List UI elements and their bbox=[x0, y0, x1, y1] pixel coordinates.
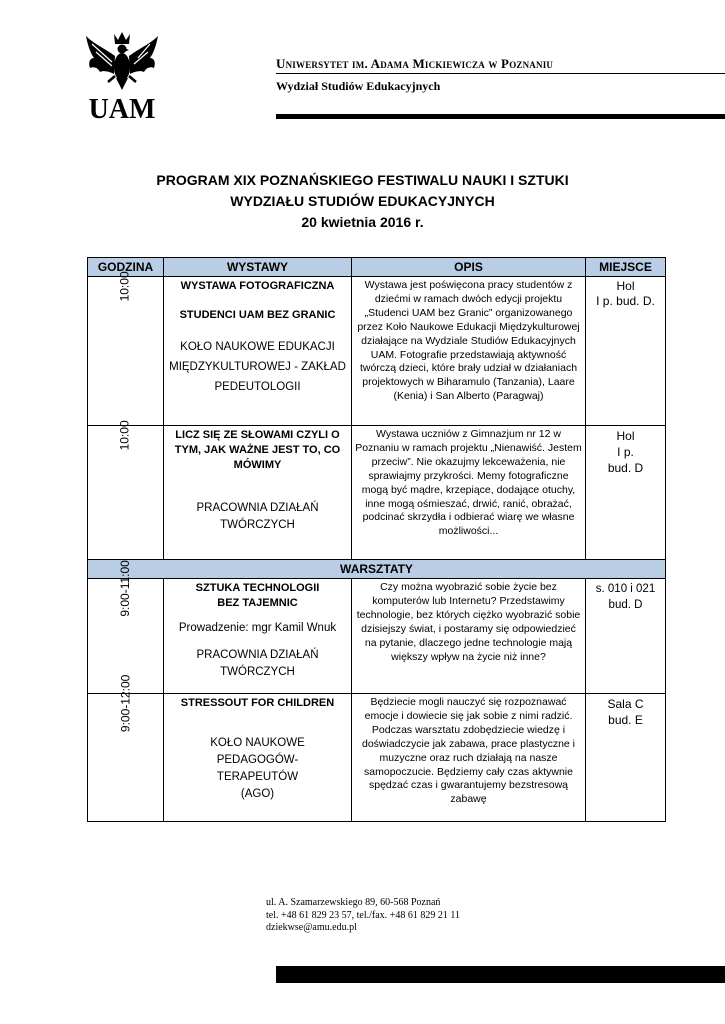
event-cell bbox=[164, 426, 352, 560]
uam-logo bbox=[84, 30, 160, 122]
place-line: Hol bbox=[616, 279, 635, 293]
university-name: Uniwersytet im. Adama Mickiewicza w Poznaniu bbox=[276, 56, 554, 71]
description-cell: Wystawa jest poświęcona pracy studentów z dziećmi w ramach dwóch edycji projektu „Studenci UAM bez Granic” organizowanego przez Koło Naukowe Edukacji Międzykulturowej działające na Wydziale Studiów Edukacyjnych UAM. Fotografie przedstawiają aktywność twórczą dzieci, które brały udział w działaniach projektowych w Biharamulo (Tanzania), Laare (Kenia) i San Alberto (Paragwaj) bbox=[352, 277, 586, 426]
description-cell: Czy można wyobrazić sobie życie bez komputerów lub Internetu? Przedstawimy technologie, bez których ciężko wyobrazić sobie dzisiejszy świat, i postaramy się odpowiedzieć na pytanie, dlaczego jedne technologie mają większy wpływ na życie niż inne? bbox=[352, 579, 586, 694]
footer-contact bbox=[266, 897, 460, 935]
footer-phone: tel. +48 61 829 23 57, tel./fax. +48 61 829 21 11 bbox=[266, 909, 460, 921]
place-line: I p. bud. D. bbox=[596, 293, 655, 308]
footer-email: dziekwse@amu.edu.pl bbox=[266, 922, 357, 933]
event-cell bbox=[164, 579, 352, 694]
footer-bar bbox=[276, 966, 725, 983]
hour-text: 9:00-11:00 bbox=[118, 560, 133, 617]
program-title bbox=[0, 170, 725, 233]
place-cell bbox=[586, 277, 666, 426]
event-cell bbox=[164, 277, 352, 426]
place-line: Sala C bbox=[607, 697, 644, 711]
title-line-2: WYDZIAŁU STUDIÓW EDUKACYJNYCH bbox=[230, 193, 495, 209]
place-line: bud. D bbox=[608, 599, 643, 611]
description-cell: Wystawa uczniów z Gimnazjum nr 12 w Poznaniu w ramach projektu „Nienawiść. Jestem przeciw”. Nie okazujmy lekceważenia, nie sprawiajmy przykrości. Memy fotograficzne mogą być mądre, krzepiące, dodające otuchy, inne mogą ośmieszać, drwić, ranić, obrażać, podcinać skrzydła i odbierać wiarę we własne możliwości... bbox=[352, 426, 586, 560]
event-leader: Prowadzenie: mgr Kamil Wnuk bbox=[178, 621, 337, 634]
hour-text: 10:00 bbox=[118, 271, 133, 302]
table-header-row bbox=[88, 258, 666, 277]
header-rule bbox=[276, 73, 725, 74]
place-cell bbox=[586, 426, 666, 560]
place-cell bbox=[586, 694, 666, 822]
event-organizer: KOŁO NAUKOWE EDUKACJI MIĘDZYKULTUROWEJ - ZAKŁAD PEDEUTOLOGII bbox=[169, 340, 346, 393]
event-title: SZTUKA TECHNOLOGII BEZ TAJEMNIC bbox=[195, 582, 320, 609]
place-line: bud. D bbox=[607, 461, 644, 475]
hour-cell bbox=[88, 674, 164, 822]
event-cell bbox=[164, 694, 352, 822]
header-bar bbox=[276, 114, 725, 119]
place-cell bbox=[586, 579, 666, 694]
footer-address: ul. A. Szamarzewskiego 89, 60-568 Poznań bbox=[266, 897, 441, 908]
event-subtitle: STUDENCI UAM BEZ GRANIC bbox=[179, 308, 336, 321]
table-row bbox=[88, 579, 666, 694]
logo-text: UAM bbox=[88, 94, 156, 122]
event-title: WYSTAWA FOTOGRAFICZNA bbox=[180, 280, 335, 292]
event-organizer-abbr: (AGO) bbox=[240, 787, 275, 800]
table-row bbox=[88, 277, 666, 426]
event-organizer: KOŁO NAUKOWE PEDAGOGÓW-TERAPEUTÓW bbox=[210, 736, 305, 783]
header-place: MIEJSCE bbox=[586, 258, 666, 277]
place-line: s. 010 i 021 bbox=[595, 583, 656, 595]
section-workshops: WARSZTATY bbox=[88, 560, 666, 579]
title-line-1: PROGRAM XIX POZNAŃSKIEGO FESTIWALU NAUKI I SZTUKI bbox=[156, 172, 569, 188]
place-line: bud. E bbox=[608, 713, 643, 727]
header-event: WYSTAWY bbox=[164, 258, 352, 277]
event-organizer: PRACOWNIA DZIAŁAŃ TWÓRCZYCH bbox=[196, 502, 319, 532]
faculty-name: Wydział Studiów Edukacyjnych bbox=[276, 79, 441, 93]
title-date: 20 kwietnia 2016 r. bbox=[301, 214, 424, 230]
table-row bbox=[88, 694, 666, 822]
event-organizer: PRACOWNIA DZIAŁAŃ TWÓRCZYCH bbox=[196, 649, 319, 679]
header-description: OPIS bbox=[352, 258, 586, 277]
program-table bbox=[87, 257, 666, 822]
hour-cell bbox=[88, 271, 164, 426]
hour-cell bbox=[88, 420, 164, 560]
header-hour: GODZINA bbox=[88, 258, 164, 277]
hour-text: 10:00 bbox=[118, 420, 133, 451]
event-title: STRESSOUT FOR CHILDREN bbox=[180, 697, 335, 709]
place-line: I p. bbox=[617, 445, 634, 459]
section-row bbox=[88, 560, 666, 579]
place-line: Hol bbox=[616, 429, 635, 443]
event-title: LICZ SIĘ ZE SŁOWAMI CZYLI O TYM, JAK WAŻNE JEST TO, CO MÓWIMY bbox=[174, 429, 341, 471]
hour-text: 9:00-12:00 bbox=[118, 674, 133, 733]
table-row bbox=[88, 426, 666, 560]
description-cell: Będziecie mogli nauczyć się rozpoznawać emocje i dowiecie się jak sobie z nimi radzić. Podczas warsztatu zdobędziecie wiedzę i doświadczycie jak zabawa, prace plastyczne i muzyczne oraz ruch działają na nasze samopoczucie. Będziemy cały czas aktywnie spędzać czas i gwarantujemy bezstresową zabawę bbox=[352, 694, 586, 822]
